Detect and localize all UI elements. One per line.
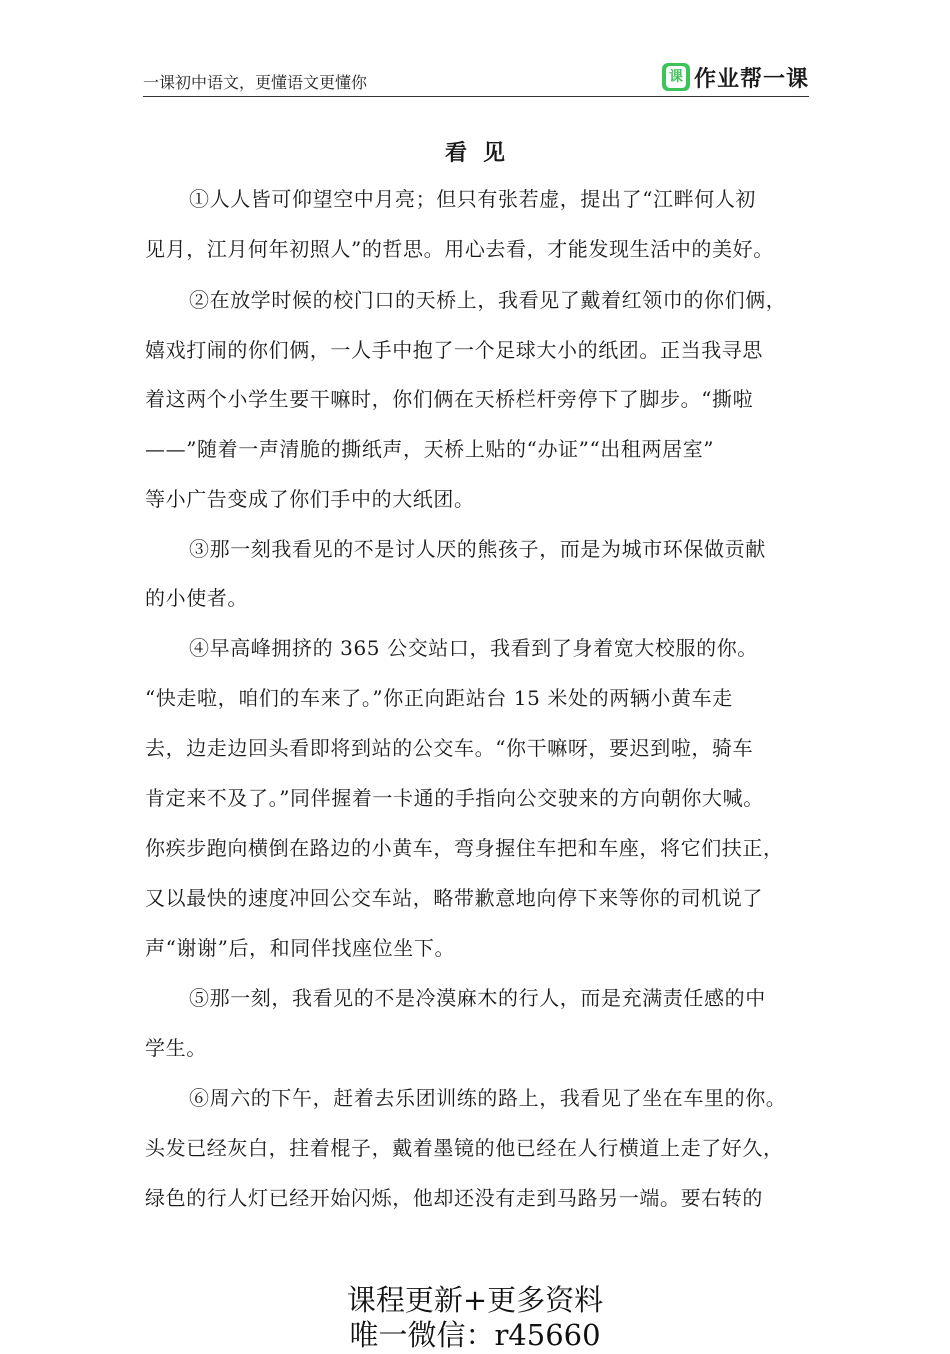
text-line: 又以最快的速度冲回公交车站，略带歉意地向停下来等你的司机说了 xyxy=(145,886,763,910)
text-line: 学生。 xyxy=(145,1036,207,1060)
text-line: 绿色的行人灯已经开始闪烁，他却还没有走到马路另一端。要右转的 xyxy=(145,1186,763,1210)
text-line: ④早高峰拥挤的 365 公交站口，我看到了身着宽大校服的你。 xyxy=(189,636,758,660)
text-line: “快走啦，咱们的车来了。”你正向距站台 15 米处的两辆小黄车走 xyxy=(145,686,733,710)
text-line: 头发已经灰白，拄着棍子，戴着墨镜的他已经在人行横道上走了好久， xyxy=(145,1136,784,1160)
footer-line-1: 课程更新+更多资料 xyxy=(346,1283,604,1317)
text-line: 的小使者。 xyxy=(145,586,248,610)
text-line: 去，边走边回头看即将到站的公交车。“你干嘛呀，要迟到啦，骑车 xyxy=(145,736,754,760)
text-line: 肯定来不及了。”同伴握着一卡通的手指向公交驶来的方向朝你大喊。 xyxy=(145,786,764,810)
text-line: ⑤那一刻，我看见的不是冷漠麻木的行人，而是充满责任感的中 xyxy=(189,986,766,1010)
text-line: 你疾步跑向横倒在路边的小黄车，弯身握住车把和车座，将它们扶正， xyxy=(145,836,784,860)
text-line: ③那一刻我看见的不是讨人厌的熊孩子，而是为城市环保做贡献 xyxy=(189,537,766,561)
text-line: ⑥周六的下午，赶着去乐团训练的路上，我看见了坐在车里的你。 xyxy=(189,1086,787,1110)
text-line: 嬉戏打闹的你们俩，一人手中抱了一个足球大小的纸团。正当我寻思 xyxy=(145,338,763,362)
text-line: 等小广告变成了你们手中的大纸团。 xyxy=(145,487,475,511)
page-header xyxy=(143,62,809,97)
header-slogan: 一课初中语文，更懂语文更懂你 xyxy=(143,73,368,92)
footer-line-2: 唯一微信：r45660 xyxy=(349,1318,601,1352)
text-line: 着这两个小学生要干嘛时，你们俩在天桥栏杆旁停下了脚步。“撕啦 xyxy=(145,387,754,411)
article-title: 看见 xyxy=(444,140,521,166)
text-line: ②在放学时候的校门口的天桥上，我看见了戴着红领巾的你们俩， xyxy=(189,288,787,312)
brand-logo-char: 课 xyxy=(666,66,686,88)
text-line: ①人人皆可仰望空中月亮；但只有张若虚，提出了“江畔何人初 xyxy=(189,187,757,211)
brand xyxy=(662,62,809,92)
text-line: 声“谢谢”后，和同伴找座位坐下。 xyxy=(145,936,456,960)
text-line: 见月，江月何年初照人”的哲思。用心去看，才能发现生活中的美好。 xyxy=(145,237,774,261)
brand-logo-icon xyxy=(662,63,690,91)
text-line: ——”随着一声清脆的撕纸声，天桥上贴的“办证”“出租两居室” xyxy=(145,437,715,461)
brand-name: 作业帮一课 xyxy=(693,66,809,92)
